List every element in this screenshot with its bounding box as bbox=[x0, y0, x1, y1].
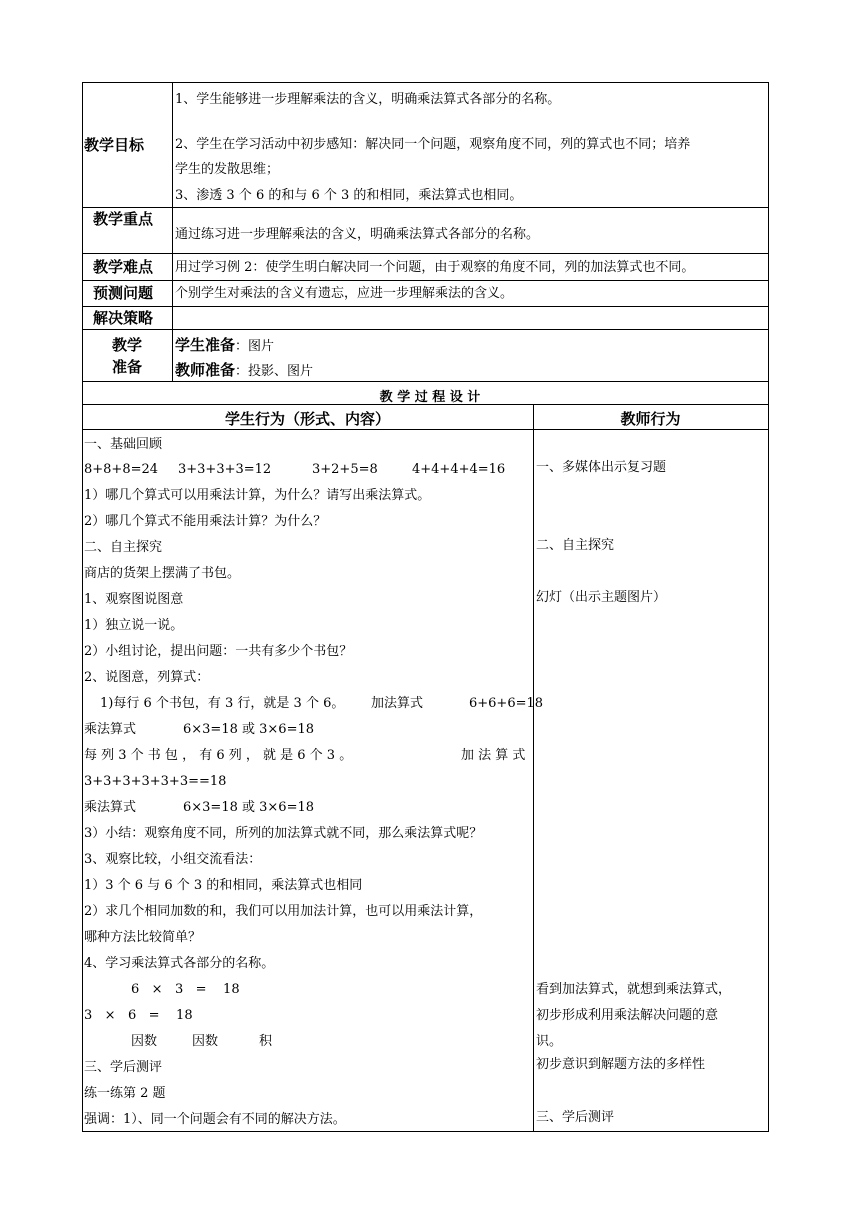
table-border-left bbox=[82, 82, 83, 1132]
table-border-bottom bbox=[82, 1131, 769, 1132]
focus-label: 教学重点 bbox=[93, 210, 154, 228]
review-equation-2: 3+3+3+3=12 bbox=[178, 462, 272, 477]
prediction-text: 个别学生对乘法的含义有遗忘，应进一步理解乘法的含义。 bbox=[175, 286, 514, 301]
review-equation-3: 3+2+5=8 bbox=[312, 462, 378, 477]
process-column-divider bbox=[533, 404, 534, 1132]
row-divider-column-headers bbox=[82, 429, 769, 430]
teacher-explore: 二、自主探究 bbox=[536, 538, 615, 553]
row-view-addition-label: 加法算式 bbox=[371, 696, 424, 711]
column-view-multiplication: 6×3=18 或 3×6=18 bbox=[183, 800, 315, 815]
observe-step-2: 2）小组讨论，提出问题：一共有多少个书包？ bbox=[84, 644, 353, 659]
student-prep bbox=[175, 337, 274, 355]
teacher-review: 一、多媒体出示复习题 bbox=[536, 460, 667, 475]
multiplication-example-2: 3 × 6 = 18 bbox=[84, 1008, 193, 1023]
row-divider-prep bbox=[82, 381, 769, 382]
column-view-addition: 3+3+3+3+3+3==18 bbox=[84, 774, 227, 789]
row-divider-focus bbox=[82, 253, 769, 254]
table-border-top bbox=[82, 82, 769, 83]
column-view-addition-label: 加 法 算 式 bbox=[461, 748, 526, 763]
teacher-assessment: 三、学后测评 bbox=[536, 1110, 615, 1125]
observe-step-1: 1）独立说一说。 bbox=[84, 618, 184, 633]
explore-heading: 二、自主探究 bbox=[84, 540, 163, 555]
explore-scene: 商店的货架上摆满了书包。 bbox=[84, 566, 241, 581]
product-label: 积 bbox=[259, 1034, 273, 1049]
teacher-prep bbox=[175, 362, 313, 380]
review-equation-4: 4+4+4+4=16 bbox=[412, 462, 506, 477]
compare-heading: 3、观察比较，小组交流看法： bbox=[84, 852, 262, 867]
goals-label: 教学目标 bbox=[84, 136, 145, 154]
review-question-1: 1）哪几个算式可以用乘法计算，为什么？请写出乘法算式。 bbox=[84, 488, 431, 503]
teacher-prep-label: 教师准备 bbox=[175, 361, 236, 379]
row-view-multiplication-label: 乘法算式 bbox=[84, 722, 137, 737]
basic-review-heading: 一、基础回顾 bbox=[84, 437, 163, 452]
emphasis-note: 强调：1）、同一个问题会有不同的解决方法。 bbox=[84, 1112, 346, 1127]
goal-item-2-line-1: 2、学生在学习活动中初步感知：解决同一个问题，观察角度不同，列的算式也不同；培养 bbox=[175, 137, 691, 152]
practice-item: 练一练第 2 题 bbox=[84, 1086, 166, 1101]
review-question-2: 2）哪几个算式不能用乘法计算？为什么？ bbox=[84, 514, 327, 529]
assessment-heading: 三、学后测评 bbox=[84, 1060, 163, 1075]
review-equation-1: 8+8+8=24 bbox=[84, 462, 159, 477]
summary: 3）小结：观察角度不同，所列的加法算式就不同，那么乘法算式呢？ bbox=[84, 826, 483, 841]
describe-heading: 2、说图意，列算式： bbox=[84, 670, 210, 685]
solution-label: 解决策略 bbox=[93, 309, 154, 327]
row-divider-difficulty bbox=[82, 280, 769, 281]
teacher-insight-line-2: 初步形成利用乘法解决问题的意 bbox=[536, 1008, 719, 1023]
compare-point-1: 1）3 个 6 与 6 个 3 的和相同，乘法算式也相同 bbox=[84, 878, 363, 893]
observe-heading: 1、观察图说图意 bbox=[84, 592, 184, 607]
difficulty-text: 用过学习例 2：使学生明白解决同一个问题，由于观察的角度不同，列的加法算式也不同。 bbox=[175, 260, 695, 275]
column-view-text: 每 列 3 个 书 包 ， 有 6 列 ， 就 是 6 个 3 。 bbox=[84, 748, 353, 763]
factor-label-1: 因数 bbox=[131, 1034, 158, 1049]
teacher-prep-value: ：投影、图片 bbox=[235, 364, 314, 379]
prep-label-line-1: 教学 bbox=[112, 336, 143, 354]
row-view-multiplication: 6×3=18 或 3×6=18 bbox=[183, 722, 315, 737]
compare-point-2-line-2: 哪种方法比较简单？ bbox=[84, 930, 202, 945]
row-divider-goals bbox=[82, 207, 769, 208]
column-view-multiplication-label: 乘法算式 bbox=[84, 800, 137, 815]
multiplication-example-1: 6 × 3 = 18 bbox=[131, 982, 240, 997]
names-heading: 4、学习乘法算式各部分的名称。 bbox=[84, 956, 275, 971]
goal-item-1: 1、学生能够进一步理解乘法的含义，明确乘法算式各部分的名称。 bbox=[175, 92, 561, 107]
process-title: 教 学 过 程 设 计 bbox=[379, 390, 481, 405]
row-divider-solution bbox=[82, 329, 769, 330]
teacher-insight-line-1: 看到加法算式，就想到乘法算式， bbox=[536, 982, 732, 997]
label-column-divider bbox=[172, 82, 173, 382]
row-divider-prediction bbox=[82, 306, 769, 307]
focus-text: 通过练习进一步理解乘法的含义，明确乘法算式各部分的名称。 bbox=[175, 227, 540, 242]
row-view-text: 1)每行 6 个书包，有 3 行，就是 3 个 6。 bbox=[100, 696, 345, 711]
goal-item-2-line-2: 学生的发散思维； bbox=[175, 162, 280, 177]
compare-point-2-line-1: 2）求几个相同加数的和，我们可以用加法计算，也可以用乘法计算， bbox=[84, 904, 483, 919]
student-prep-label: 学生准备 bbox=[175, 336, 236, 354]
prep-label-line-2: 准备 bbox=[112, 358, 143, 376]
teacher-insight-line-3: 识。 bbox=[536, 1034, 563, 1049]
teacher-column-header: 教师行为 bbox=[620, 410, 681, 428]
student-prep-value: ：图片 bbox=[235, 339, 275, 354]
teacher-slide: 幻灯（出示主题图片） bbox=[536, 590, 667, 605]
prediction-label: 预测问题 bbox=[93, 284, 154, 302]
table-border-right bbox=[768, 82, 769, 1132]
row-view-addition: 6+6+6=18 bbox=[469, 696, 544, 711]
student-column-header: 学生行为（形式、内容） bbox=[224, 410, 390, 428]
teacher-diversity: 初步意识到解题方法的多样性 bbox=[536, 1057, 706, 1072]
factor-label-2: 因数 bbox=[192, 1034, 219, 1049]
goal-item-3: 3、渗透 3 个 6 的和与 6 个 3 的和相同，乘法算式也相同。 bbox=[175, 188, 523, 203]
difficulty-label: 教学难点 bbox=[93, 258, 154, 276]
